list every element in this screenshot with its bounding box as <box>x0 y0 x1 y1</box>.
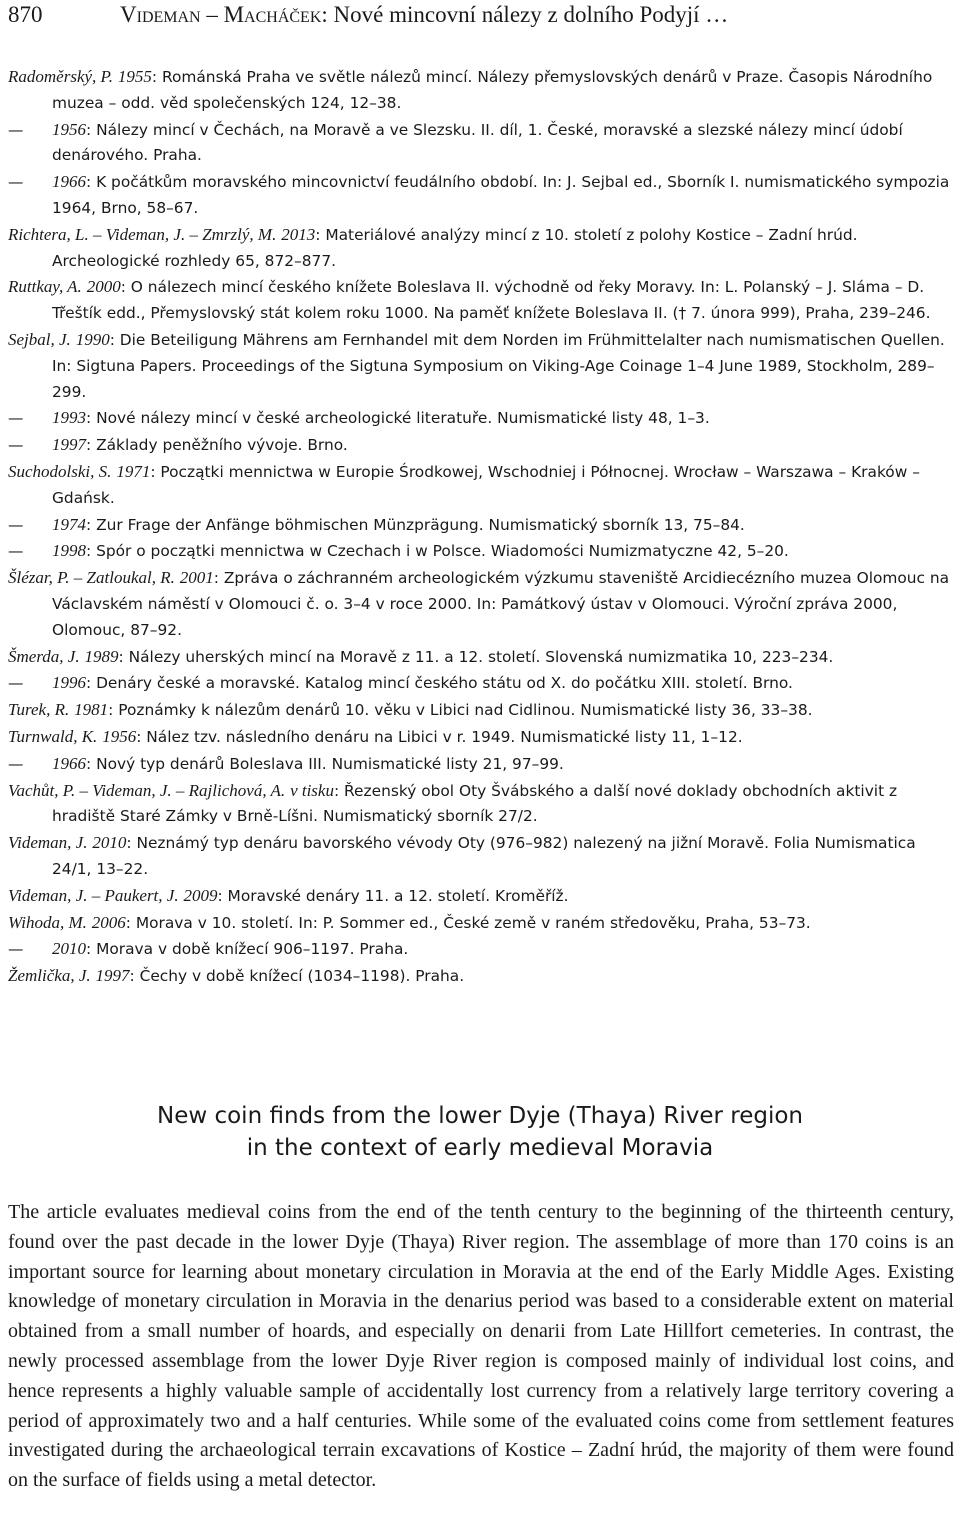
reference-item <box>8 565 954 643</box>
reference-year: 1956 <box>52 119 86 139</box>
reference-year: 1993 <box>52 408 86 428</box>
reference-year: 1966 <box>52 172 86 192</box>
reference-text: : Zur Frage der Anfänge böhmischen Münzprägung. Numismatický sborník 13, 75–84. <box>86 515 745 534</box>
reference-text: : Neznámý typ denáru bavorského vévody Oty (976–982) nalezený na jižní Moravě. Folia Numismatica 24/1, 13–22. <box>52 834 916 878</box>
reference-year: 1989 <box>84 646 119 666</box>
reference-authors: Turnwald, K. <box>8 726 98 746</box>
summary-title-line-2: in the context of early medieval Moravia <box>246 1135 714 1161</box>
reference-year: 2006 <box>91 912 126 932</box>
reference-text: : K počátkům moravského mincovnictví feudálního období. In: J. Sejbal ed., Sborník I. numismatického sympozia 1964, Brno, 58–67. <box>52 173 950 217</box>
reference-text: : Základy peněžního vývoje. Brno. <box>86 436 348 455</box>
reference-year: 2013 <box>281 224 316 244</box>
reference-item <box>8 883 954 910</box>
reference-year: 1974 <box>52 514 86 534</box>
reference-text: : Nálezy uherských mincí na Moravě z 11. a 12. století. Slovenská numizmatika 10, 223–234. <box>118 647 834 666</box>
reference-year: 1981 <box>74 700 109 720</box>
reference-year: 1971 <box>116 461 151 481</box>
reference-item <box>8 910 954 937</box>
reference-item <box>8 778 954 831</box>
reference-ditto-dash: — <box>8 754 24 773</box>
reference-text: : Spór o początki mennictwa w Czechach i w Polsce. Wiadomości Numizmatyczne 42, 5–20. <box>86 542 789 561</box>
reference-authors: Vachůt, P. – Videman, J. – Rajlichová, A. <box>8 780 286 800</box>
reference-year: 2010 <box>92 833 127 853</box>
reference-text: : Moravské denáry 11. a 12. století. Kroměříž. <box>217 886 569 905</box>
reference-text: : Die Beteiligung Mährens am Fernhandel mit dem Norden im Frühmittelalter nach numismatischen Quellen. In: Sigtuna Papers. Proceedings of the Sigtuna Symposium on Viking-Age Coinage 1–4 June 1989, Stockholm, 289–299. <box>52 330 945 401</box>
reference-year: 1956 <box>102 726 137 746</box>
reference-item <box>8 724 954 751</box>
reference-ditto-dash: — <box>8 940 24 959</box>
reference-year: 2010 <box>52 939 86 959</box>
reference-ditto-dash: — <box>8 173 24 192</box>
reference-text: : Poznámky k nálezům denárů 10. věku v Libici nad Cidlinou. Numismatické listy 36, 33–38. <box>108 701 813 720</box>
reference-item <box>8 274 954 327</box>
reference-authors: Šlézar, P. – Zatloukal, R. <box>8 568 175 588</box>
reference-authors: Richtera, L. – Videman, J. – Zmrzlý, M. <box>8 224 277 244</box>
reference-text: : Nový typ denárů Boleslava III. Numismatické listy 21, 97–99. <box>86 754 564 773</box>
reference-year: 1996 <box>52 673 86 693</box>
reference-text: : Morava v době knížecí 906–1197. Praha. <box>86 940 409 959</box>
reference-text: : Románská Praha ve světle nálezů mincí. Nálezy přemyslovských denárů v Praze. Časopis Národního muzea – odd. věd společenských 124, 12–38. <box>52 68 933 112</box>
reference-item <box>8 963 954 990</box>
reference-year: 1955 <box>117 67 152 86</box>
reference-text: : Denáry české a moravské. Katalog mincí českého státu od X. do počátku XIII. století. Brno. <box>86 674 793 693</box>
reference-year: 1990 <box>75 329 110 349</box>
reference-text: : Nové nálezy mincí v české archeologické literatuře. Numismatické listy 48, 1–3. <box>86 409 710 428</box>
reference-text: : Nálezy mincí v Čechách, na Moravě a ve Slezsku. II. díl, 1. České, moravské a slezské nálezy mincí údobí denárového. Praha. <box>52 120 903 165</box>
reference-item <box>8 405 954 432</box>
reference-authors: Wihoda, M. <box>8 912 87 932</box>
reference-authors: Žemlička, J. <box>8 966 91 986</box>
reference-ditto-dash: — <box>8 515 24 534</box>
reference-year: 1997 <box>95 966 130 986</box>
reference-ditto-dash: — <box>8 120 24 139</box>
reference-text: : Początki mennictwa w Europie Środkowej, Wschodniej i Północnej. Wrocław – Warszawa – Kraków – Gdańsk. <box>52 462 920 507</box>
reference-text: : Řezenský obol Oty Švábského a další nové doklady obchodních aktivit z hradiště Staré Zámky v Brně-Líšni. Numismatický sborník 27/2. <box>52 781 898 826</box>
reference-item <box>8 538 954 565</box>
reference-item <box>8 936 954 963</box>
reference-ditto-dash: — <box>8 436 24 455</box>
reference-authors: Suchodolski, S. <box>8 461 112 481</box>
reference-item <box>8 751 954 778</box>
reference-item <box>8 432 954 459</box>
reference-year: v tisku <box>290 780 334 800</box>
summary-title-line-1: New coin finds from the lower Dyje (Thaya) River region <box>156 1103 803 1129</box>
running-head: 870 Videman – Macháček: Nové mincovní nálezy z dolního Podyjí … <box>8 2 729 27</box>
reference-item <box>8 222 954 275</box>
reference-authors: Šmerda, J. <box>8 646 80 666</box>
reference-ditto-dash: — <box>8 674 24 693</box>
reference-ditto-dash: — <box>8 542 24 561</box>
page-number: 870 <box>8 2 43 27</box>
reference-item <box>8 697 954 724</box>
reference-list <box>8 64 954 990</box>
reference-text: : Čechy v době knížecí (1034–1198). Praha. <box>129 967 465 986</box>
reference-text: : Morava v 10. století. In: P. Sommer ed., České země v raném středověku, Praha, 53–73. <box>125 913 811 932</box>
reference-item <box>8 512 954 539</box>
summary-title <box>0 1100 960 1164</box>
reference-item <box>8 327 954 405</box>
running-head-title: Nové mincovní nálezy z dolního Podyjí … <box>333 2 729 27</box>
reference-year: 1998 <box>52 541 86 561</box>
reference-item <box>8 644 954 671</box>
reference-item <box>8 459 954 512</box>
reference-item <box>8 670 954 697</box>
reference-item <box>8 830 954 883</box>
reference-year: 2000 <box>86 277 121 297</box>
reference-text: : Materiálové analýzy mincí z 10. století z polohy Kostice – Zadní hrúd. Archeologické rozhledy 65, 872–877. <box>52 225 858 270</box>
reference-authors: Ruttkay, A. <box>8 277 82 297</box>
reference-year: 2009 <box>183 885 218 905</box>
reference-item <box>8 64 954 117</box>
summary-text: The article evaluates medieval coins from the end of the tenth century to the beginning of the thirteenth century, found over the past decade in the lower Dyje (Thaya) River region. The assemblage of more than 170 coins is an important source for learning about monetary circulation in Moravia at the end of the Early Middle Ages. Existing knowledge of monetary circulation in Moravia in the denarius period was based to a considerable extent on material obtained from a small number of hoards, and especially on denarii from Late Hillfort cemeteries. In contrast, the newly processed assemblage from the lower Dyje River region is composed mainly of individual lost coins, and hence represents a highly valuable sample of accidentally lost currency from a relatively large territory covering a period of approximately two and a half centuries. While some of the evaluated coins come from settlement features investigated during the archaeological terrain excavations of Kostice – Zadní hrúd, the majority of them were found on the surface of fields using a metal detector. <box>8 1201 954 1492</box>
reference-authors: Videman, J. <box>8 833 88 853</box>
reference-authors: Videman, J. – Paukert, J. <box>8 885 179 905</box>
reference-ditto-dash: — <box>8 409 24 428</box>
reference-year: 1966 <box>52 753 86 773</box>
reference-authors: Radoměrský, P. <box>8 67 113 86</box>
reference-item <box>8 169 954 222</box>
reference-authors: Sejbal, J. <box>8 329 71 349</box>
reference-authors: Turek, R. <box>8 700 70 720</box>
reference-year: 1997 <box>52 435 86 455</box>
running-head-authors: Videman – Macháček <box>120 2 322 27</box>
reference-text: : O nálezech mincí českého knížete Boleslava II. východně od řeky Moravy. In: L. Polanský – J. Sláma – D. Třeštík edd., Přemyslovský stát kolem roku 1000. Na paměť knížete Boleslava II. († 7. února 999), Praha, 239–246. <box>52 278 931 323</box>
reference-item <box>8 117 954 170</box>
reference-year: 2001 <box>179 568 214 588</box>
reference-text: : Nález tzv. následního denáru na Libici v r. 1949. Numismatické listy 11, 1–12. <box>136 727 743 746</box>
reference-text: : Zpráva o záchranném archeologickém výzkumu staveniště Arcidiecézního muzea Olomouc na Václavském náměstí v Olomouci č. o. 3–4 v roce 2000. In: Památkový ústav v Olomouci. Výroční zpráva 2000, Olomouc, 87–92. <box>52 569 950 639</box>
